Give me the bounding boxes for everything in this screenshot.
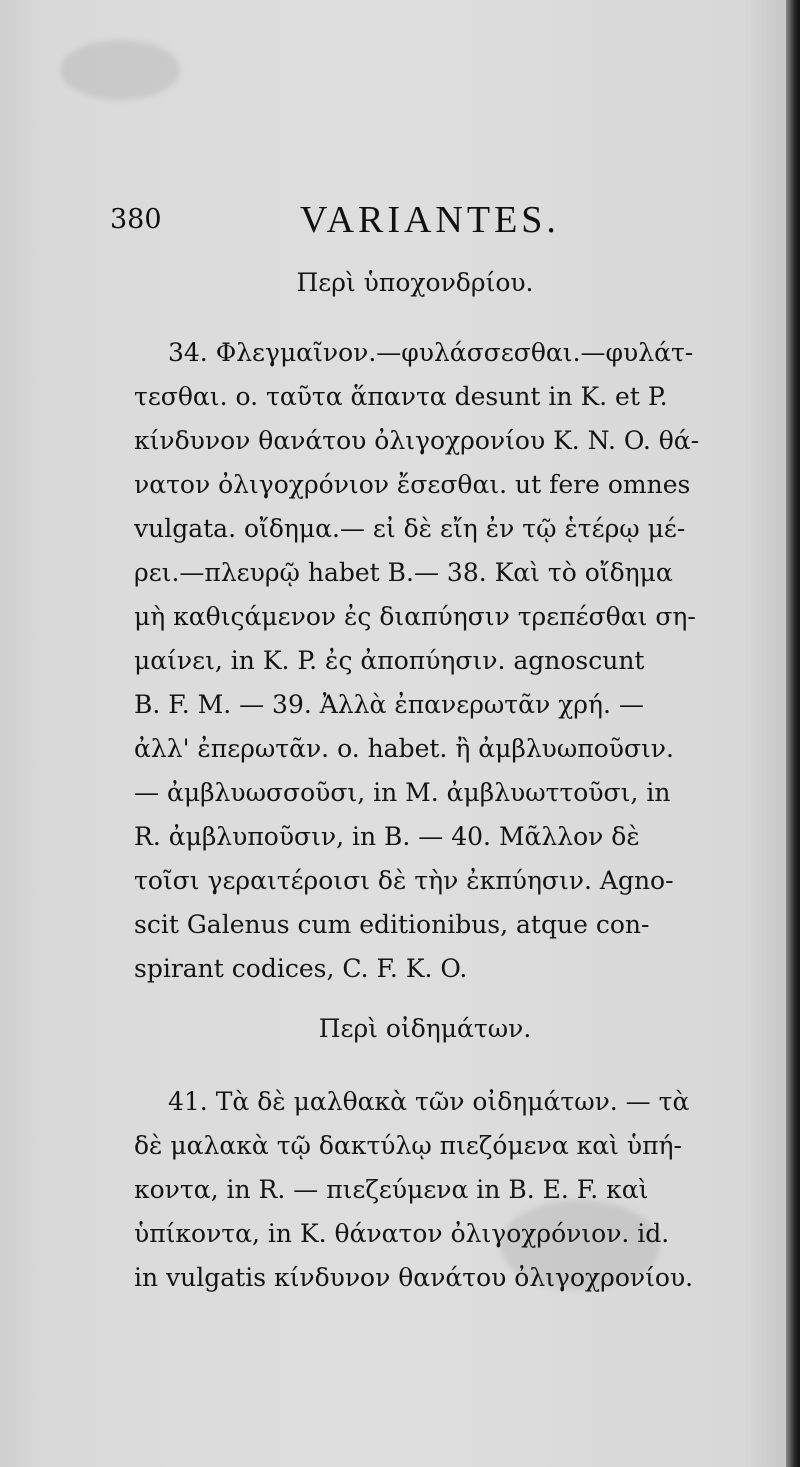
paper-stain [60,40,180,100]
text-line: R. ἀμβλυποῦσιν, in B. — 40. Μᾶλλον δὲ [134,822,640,851]
text-line: ὑπίκοντα, in K. θάνατον ὀλιγοχρόνιον. id. [134,1219,670,1248]
section-heading-hypochondrium: Περὶ ὑποχονδρίου. [296,268,534,297]
variants-paragraph-1 [134,331,734,991]
text-line: νατον ὀλιγοχρόνιον ἔσεσθαι. ut fere omnes [134,470,691,499]
page-number: 380 [110,204,162,235]
text-line: — ἀμβλυωσσοῦσι, in M. ἀμβλυωττοῦσι, in [134,778,671,807]
text-line: B. F. M. — 39. Ἀλλὰ ἐπανερωτᾶν χρή. — [134,690,644,719]
section-heading-swellings: Περὶ οἰδημάτων. [318,1014,532,1043]
text-line: scit Galenus cum editionibus, atque con- [134,910,650,939]
text-line: in vulgatis κίνδυνον θανάτου ὀλιγοχρονίου. [134,1263,694,1292]
text-line: τεσθαι. o. ταῦτα ἅπαντα desunt in K. et P. [134,382,668,411]
text-line: δὲ μαλακὰ τῷ δακτύλῳ πιεζόμενα καὶ ὑπή- [134,1131,682,1160]
text-line: ρει.—πλευρῷ habet B.— 38. Καὶ τὸ οἴδημα [134,558,673,587]
variants-paragraph-2 [134,1080,734,1300]
page-header [110,198,750,248]
text-line: κοντα, in R. — πιεζεύμενα in B. E. F. καὶ [134,1175,649,1204]
text-line: μὴ καθιςάμενον ἐς διαπύησιν τρεπέσθαι ση- [134,602,696,631]
book-spine-shadow [786,0,800,1467]
text-line: τοῖσι γεραιτέροισι δὲ τὴν ἐκπύησιν. Agno- [134,866,674,895]
running-title: VARIANTES. [300,199,560,241]
text-line: ἀλλ' ἐπερωτᾶν. o. habet. ἢ ἀμβλυωποῦσιν. [134,734,674,763]
text-line: μαίνει, in K. P. ἐς ἀποπύησιν. agnoscunt [134,646,645,675]
text-line: vulgata. οἴδημα.— εἰ δὲ εἴη ἐν τῷ ἑτέρῳ μέ- [134,514,686,543]
text-line: 34. Φλεγμαῖνον.—φυλάσσεσθαι.—φυλάτ- [168,338,694,367]
text-line: spirant codices, C. F. K. O. [134,954,468,983]
text-line: κίνδυνον θανάτου ὀλιγοχρονίου K. N. O. θά- [134,426,700,455]
text-line: 41. Τὰ δὲ μαλθακὰ τῶν οἰδημάτων. — τὰ [168,1087,690,1116]
